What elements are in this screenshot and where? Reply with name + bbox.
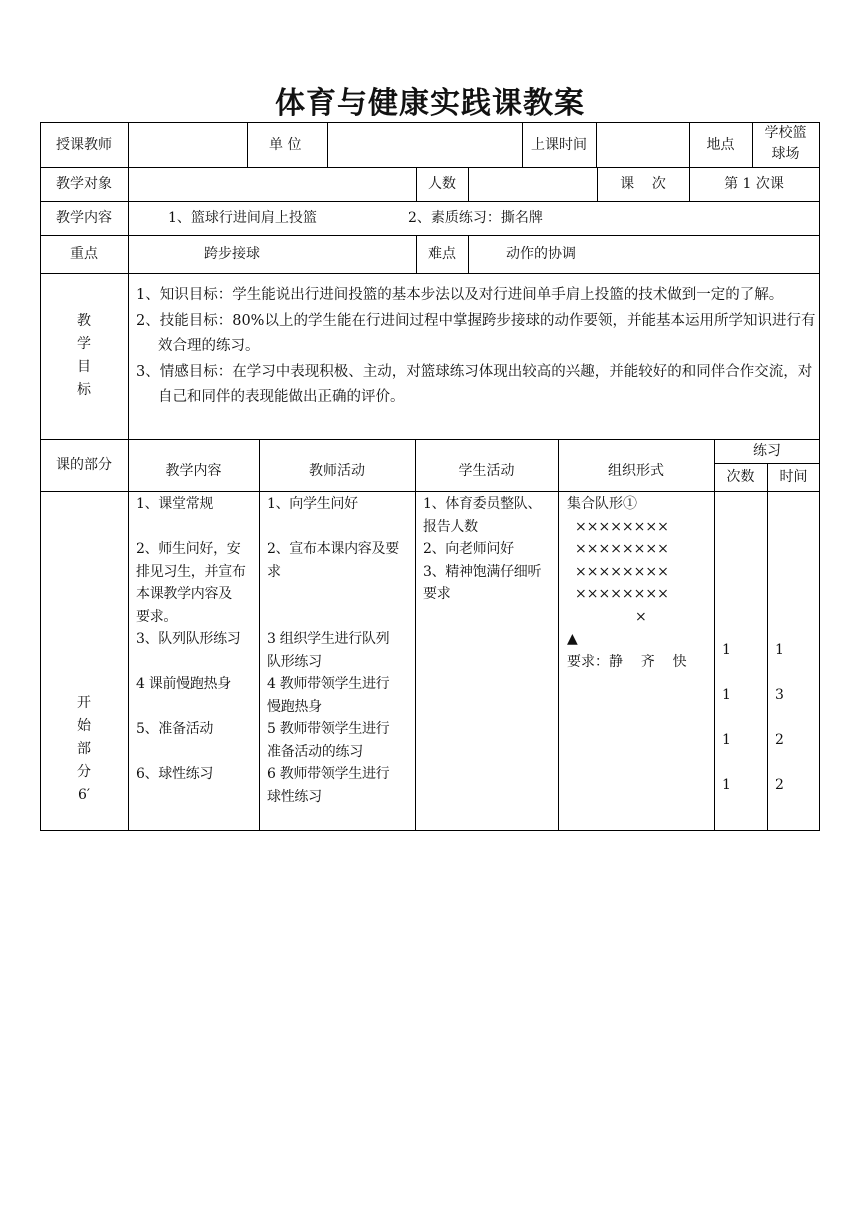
opening-student-line: 2、向老师问好 [423,541,514,557]
teacher-label: 授课教师 [56,136,112,153]
opening-student-line: 3、精神饱满仔细听 [423,563,542,580]
times-value: 1 [722,732,731,748]
opening-content-line: 2、师生问好，安 [136,541,241,557]
key-value: 跨步接球 [204,246,260,262]
section-organization-header: 组织形式 [608,463,664,479]
col-divider [714,439,715,831]
place-value-line: 学校篮 [764,125,807,141]
section-student-header: 学生活动 [458,463,515,479]
content-label: 教学内容 [56,210,112,226]
col-divider [558,439,559,831]
opening-content-line: 1、课堂常规 [136,496,214,512]
opening-student-line: 报告人数 [423,518,478,535]
opening-teacher-line: 3 组织学生进行队列 [267,631,390,647]
teacher-value [128,122,247,167]
opening-teacher-line [267,583,413,606]
opening-organization [567,493,712,673]
opening-content-line: 本课教学内容及 [136,586,232,602]
opening-part-char: 开 [77,695,91,711]
opening-content-line: 要求。 [136,608,178,625]
opening-durations [775,628,815,808]
col-divider [468,235,469,273]
opening-teacher-line: 6 教师带领学生进行 [267,766,390,782]
opening-content-line: 排见习生，并宣布 [136,563,246,580]
difficulty-value: 动作的协调 [506,246,576,262]
opening-student [423,493,557,606]
objective-item [136,283,816,410]
col-divider [259,439,260,831]
section-duration-header: 时间 [779,469,808,485]
opening-part-char: 6′ [77,787,91,802]
unit-value [327,122,522,167]
table-border-bottom [40,830,820,831]
objective-text: 1、知识目标：学生能说出行进间投篮的基本步法以及对行进间单手肩上投篮的技术做到一定的了解。 [136,287,784,303]
opening-part-label [40,692,128,802]
opening-content-line: 6、球性练习 [136,766,214,782]
difficulty-label: 难点 [428,246,456,262]
duration-value: 3 [775,687,784,703]
duration-value: 2 [775,777,784,793]
section-part-header: 课的部分 [56,457,112,473]
page-title: 体育与健康实践课教案 [275,86,585,121]
content-item: 2、素质练习：撕名牌 [408,210,543,226]
opening-student-line: 1、体育委员整队、 [423,496,542,512]
formation-row: ×××××××× [575,563,669,580]
opening-content-line [136,651,258,674]
formation-row: ×××××××× [575,518,669,535]
opening-content-line: 5、准备活动 [136,721,214,737]
col-divider [767,463,768,831]
content-item: 1、篮球行进间肩上投篮 [168,210,317,226]
col-divider [415,439,416,831]
unit-label: 单 位 [269,136,302,153]
objectives-label-char: 教 [77,313,91,329]
objectives-label [40,273,128,439]
target-label: 教学对象 [56,176,112,192]
time-label: 上课时间 [531,136,587,153]
count-value [468,167,597,201]
opening-content-line [136,696,258,719]
opening-teacher-line: 球性练习 [267,788,322,805]
time-value [596,122,689,167]
opening-content-line: 3、队列队形练习 [136,631,241,647]
row-divider [40,439,820,440]
objectives-label-char: 目 [77,359,91,375]
lesson-value: 第 1 次课 [724,176,784,192]
section-teacher-header: 教师活动 [309,463,365,479]
opening-part-char: 始 [77,718,91,734]
objectives-label-char: 标 [77,382,91,398]
opening-student-line: 要求 [423,586,451,602]
row-divider [40,273,820,274]
formation-row: ×××××××× [575,586,669,602]
opening-teacher-line: 准备活动的练习 [267,743,363,760]
opening-part-char: 部 [77,741,91,757]
teacher-position-mark: ▲ [567,631,578,647]
place-value [752,122,819,167]
lesson-label: 课 次 [620,176,666,192]
duration-value: 2 [775,732,784,748]
place-label: 地点 [706,136,735,153]
opening-teacher-line [267,516,413,539]
target-value [128,167,416,201]
times-value: 1 [722,687,731,703]
objective-text: 2、技能目标：80%以上的学生能在行进间过程中掌握跨步接球的动作要领，并能基本运用所学知识进行有效合理的练习。 [136,313,816,354]
opening-teacher-line: 4 教师带领学生进行 [267,676,390,692]
times-value: 1 [722,777,731,793]
opening-content-line [136,741,258,764]
opening-teacher-line: 慢跑热身 [267,698,322,715]
formation-row: × [635,608,647,625]
opening-teacher-line: 队形练习 [267,653,322,670]
lesson-plan-table [40,122,820,832]
organization-caption: 集合队形① [567,496,637,512]
duration-value: 1 [775,642,784,658]
section-content-header: 教学内容 [165,463,222,479]
times-value: 1 [722,642,731,658]
opening-content-line [136,516,258,539]
organization-requirement: 要求：静 齐 快 [567,653,687,670]
objectives-label-char: 学 [77,336,91,352]
opening-part-char: 分 [77,764,91,780]
section-times-header: 次数 [726,469,755,485]
opening-teacher-line: 5 教师带领学生进行 [267,721,390,737]
key-label: 重点 [70,246,98,262]
count-label: 人数 [428,176,456,192]
row-divider [40,491,820,492]
opening-teacher [267,493,413,808]
place-value-line: 球场 [771,146,800,162]
formation-row: ×××××××× [575,541,669,557]
opening-content [136,493,258,786]
opening-teacher-line: 2、宣布本课内容及要 [267,541,399,557]
section-practice-header: 练习 [753,443,781,459]
objective-text: 3、情感目标：在学习中表现积极、主动，对篮球练习体现出较高的兴趣，并能较好的和同伴合作交流，对自己和同伴的表现能做出正确的评价。 [136,364,813,405]
opening-content-line: 4 课前慢跑热身 [136,676,231,692]
opening-teacher-line: 求 [267,563,281,580]
opening-teacher-line [267,606,413,629]
opening-teacher-line: 1、向学生问好 [267,496,358,512]
opening-times [722,628,762,808]
